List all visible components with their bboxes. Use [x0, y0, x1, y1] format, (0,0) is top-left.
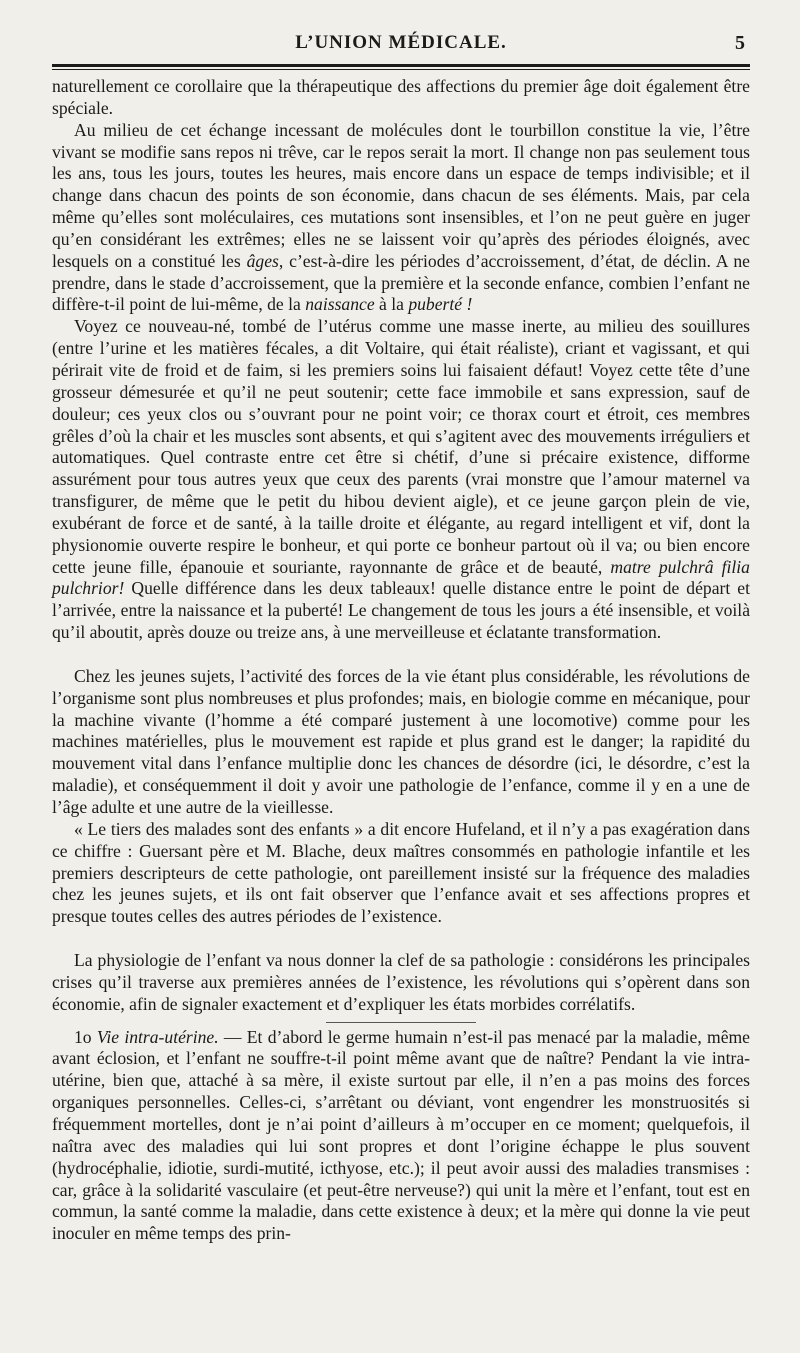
- page-number: 5: [735, 32, 746, 54]
- article-body: [52, 76, 750, 1245]
- paragraph-hufeland: « Le tiers des malades sont des enfants » a dit encore Hufeland, et il n’y a pas exagération dans ce chiffre : Guersant père et M. Blache, deux maîtres consommés en pathologie infantile et les premiers descripteurs de cette pathologie, ont pareillement insisté sur la fréquence des maladies chez les jeunes sujets, et ils ont fait observer que l’enfance avait et ses affections propres et presque toutes celles des autres périodes de l’existence.: [52, 818, 750, 927]
- section-separator: [326, 1022, 476, 1023]
- paragraph-newborn: Voyez ce nouveau-né, tombé de l’utérus comme une masse inerte, au milieu des souillures (entre l’urine et les matières fécales, a dit Voltaire, qui était réaliste), criant et vagissant, et qui périrait vite de froid et de faim, si les premiers soins lui faisaient défaut! Voyez cette tête d’une grosseur démesurée et qu’il ne peut soutenir; cette face immobile et sans expression, sauf de douleur; ces yeux clos ou s’ouvrant pour ne point voir; ce thorax court et étroit, ces membres grêles d’où la chair et les muscles sont absents, et qui s’agitent avec des mouvements irréguliers et automatiques. Quel contraste entre cet être si chétif, d’une si précaire existence, difforme assurément pour tous autres yeux que ceux des parents (vrai monstre que l’amour maternel va transfigurer, de même que le petit du hibou devient aigle), et ce jeune garçon plein de vie, exubérant de force et de santé, à la taille droite et élégante, au regard intelligent et vif, dont la physionomie ouverte respire le bonheur, et qui porte ce bonheur partout où il va; ou bien encore cette jeune fille, épanouie et souriante, rayonnante de grâce et de beauté, matre pulchrâ filia pulchrior! Quelle différence dans les deux tableaux! quelle distance entre le point de départ et l’arrivée, entre la naissance et la puberté! Le changement de tous les jours a été insensible, et voilà qu’il aboutit, après douze ou treize ans, à une merveilleuse et éclatante transformation.: [52, 316, 750, 643]
- paragraph-molecules: Au milieu de cet échange incessant de molécules dont le tourbillon constitue la vie, l’être vivant se modifie sans repos ni trêve, car le repos serait la mort. Il change non pas seulement tous les ans, tous les jours, toutes les heures, mais encore dans un espace de temps indivisible; et il change dans chacun des points de son économie, dans chacun de ses éléments. Mais, par cela même qu’elles sont moléculaires, ces mutations sont insensibles, et l’on ne peut guère en juger qu’en considérant les extrêmes; elles ne se laissent voir qu’après des périodes éloignés, avec lesquels on a constitué les âges, c’est-à-dire les périodes d’accroissement, d’état, de déclin. A ne prendre, dans le stade d’accroissement, que la première et la seconde enfance, combien l’enfant ne diffère-t-il point de lui-même, de la naissance à la puberté !: [52, 119, 750, 315]
- header-rule-thin: [52, 69, 750, 70]
- paragraph-physiology: La physiologie de l’enfant va nous donner la clef de sa pathologie : considérons les principales crises qu’il traverse aux premières années de l’existence, les révolutions qui s’opèrent dans son économie, afin de signaler exactement et d’expliquer les états morbides corrélatifs.: [52, 950, 750, 1014]
- paragraph-intra-uterine: 1o Vie intra-utérine. — Et d’abord le germe humain n’est-il pas menacé par la maladie, même avant éclosion, et l’enfant ne souffre-t-il point même avant que de naître? Pendant la vie intra-utérine, bien que, attaché à sa mère, il existe surtout par elle, il n’en a pas moins des forces organiques personnelles. Celles-ci, s’arrêtant ou déviant, vont engendrer les monstruosités si fréquemment mortelles, dont je n’ai point d’ailleurs à m’occuper en ce moment; quelquefois, il naîtra avec des maladies qui lui sont propres et dont l’origine échappe le plus souvent (hydrocéphalie, idiotie, surdi-mutité, icthyose, etc.); il peut avoir aussi des maladies transmises : car, grâce à la solidarité vasculaire (et peut-être nerveuse?) qui unit la mère et l’enfant, tout est en commun, la santé comme la maladie, dans cette existence à deux; et la mère qui donne la vie peut inoculer en même temps des prin-: [52, 1026, 750, 1244]
- journal-title: L’UNION MÉDICALE.: [295, 32, 507, 53]
- header-rule-thick: [52, 64, 750, 67]
- page-header: [52, 22, 750, 56]
- paragraph-gap: [52, 644, 750, 666]
- paragraph-continuation: naturellement ce corollaire que la thérapeutique des affections du premier âge doit également être spéciale.: [52, 76, 750, 118]
- paragraph-young-subjects: Chez les jeunes sujets, l’activité des forces de la vie étant plus considérable, les révolutions de l’organisme sont plus nombreuses et plus profondes; mais, en biologie comme en mécanique, pour la machine vivante (l’homme a été comparé justement à une locomotive) comme pour les machines matérielles, plus le mouvement est rapide et plus grand est le danger; la rapidité du mouvement vital dans l’enfance multiplie donc les chances de désordre (ici, le désordre, c’est la maladie), et conséquemment il doit y avoir une pathologie de l’enfance, comme il y en a une de l’âge adulte et une autre de la vieillesse.: [52, 665, 750, 817]
- paragraph-gap: [52, 928, 750, 950]
